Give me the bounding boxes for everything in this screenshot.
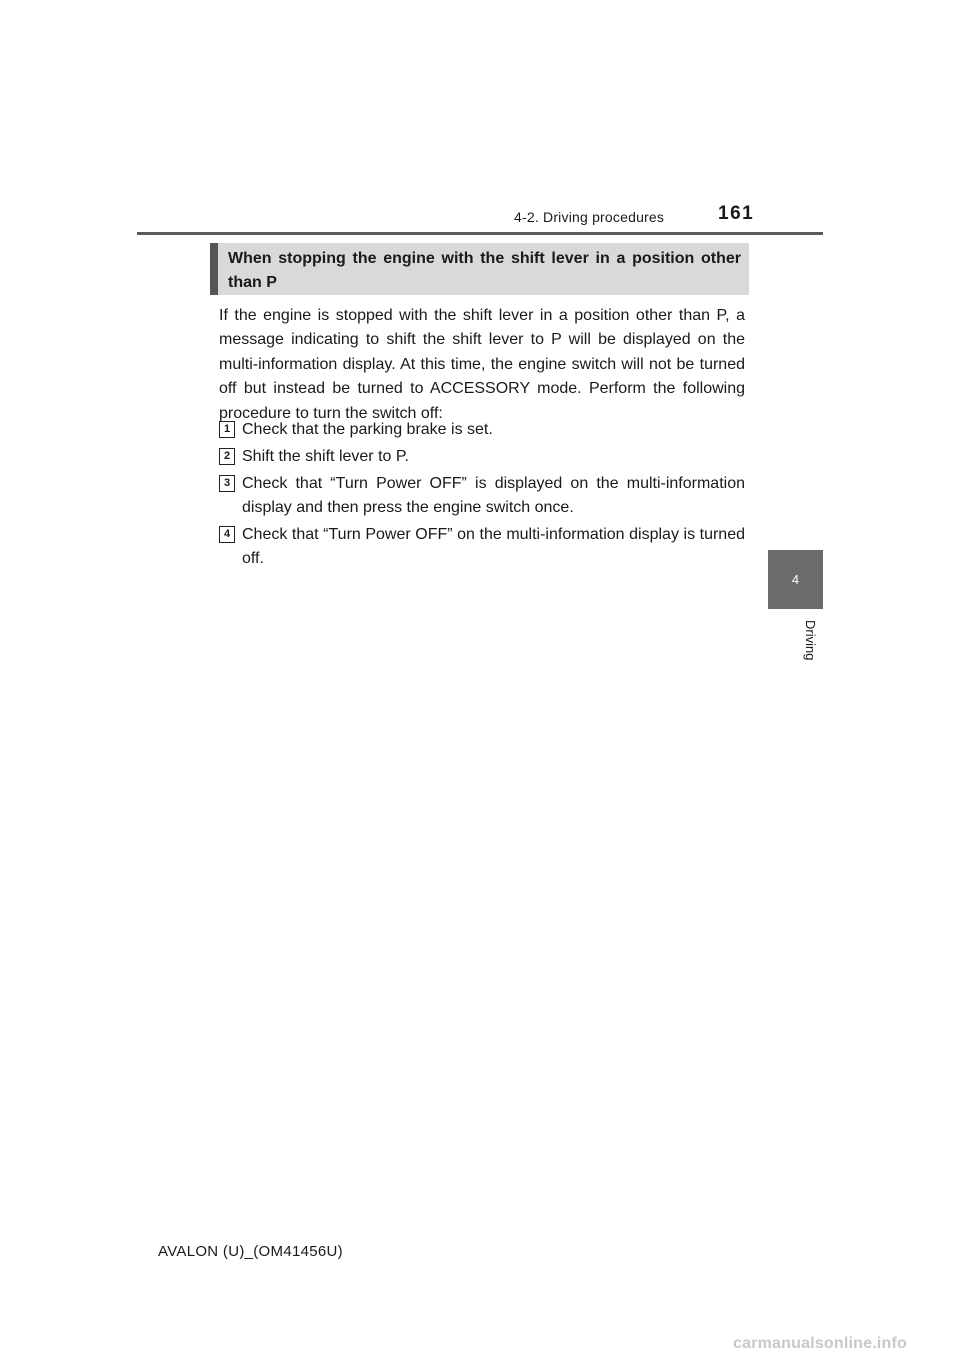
footer-model-code: AVALON (U)_(OM41456U) bbox=[158, 1243, 343, 1260]
chapter-tab[interactable] bbox=[768, 550, 823, 609]
step-number-badge: 2 bbox=[219, 448, 235, 465]
step-number-badge: 3 bbox=[219, 475, 235, 492]
step-text: Check that the parking brake is set. bbox=[242, 421, 493, 438]
section-title: 4-2. Driving procedures bbox=[514, 209, 665, 225]
step-text: Check that “Turn Power OFF” is displayed on the multi-information display and then press the engine switch once. bbox=[242, 475, 745, 517]
header-divider bbox=[137, 232, 823, 235]
watermark-text: carmanualsonline.info bbox=[733, 1335, 908, 1352]
callout-title: When stopping the engine with the shift lever in a position other than P bbox=[228, 250, 741, 291]
chapter-number: 4 bbox=[791, 572, 800, 587]
step-text: Shift the shift lever to P. bbox=[242, 448, 409, 465]
step-text: Check that “Turn Power OFF” on the multi-information display is turned off. bbox=[242, 526, 745, 568]
page-number: 161 bbox=[718, 203, 755, 224]
chapter-label: Driving bbox=[803, 620, 818, 661]
callout-heading bbox=[210, 243, 749, 295]
body-paragraph: If the engine is stopped with the shift lever in a position other than P, a message indicating to shift the shift lever to P will be displayed on the multi-information display. At this time, the engine switch will not be turned off but instead be turned to ACCESSORY mode. Perform the following procedure to turn the switch off: bbox=[219, 307, 745, 422]
step-number-badge: 4 bbox=[219, 526, 235, 543]
step-number-badge: 1 bbox=[219, 421, 235, 438]
